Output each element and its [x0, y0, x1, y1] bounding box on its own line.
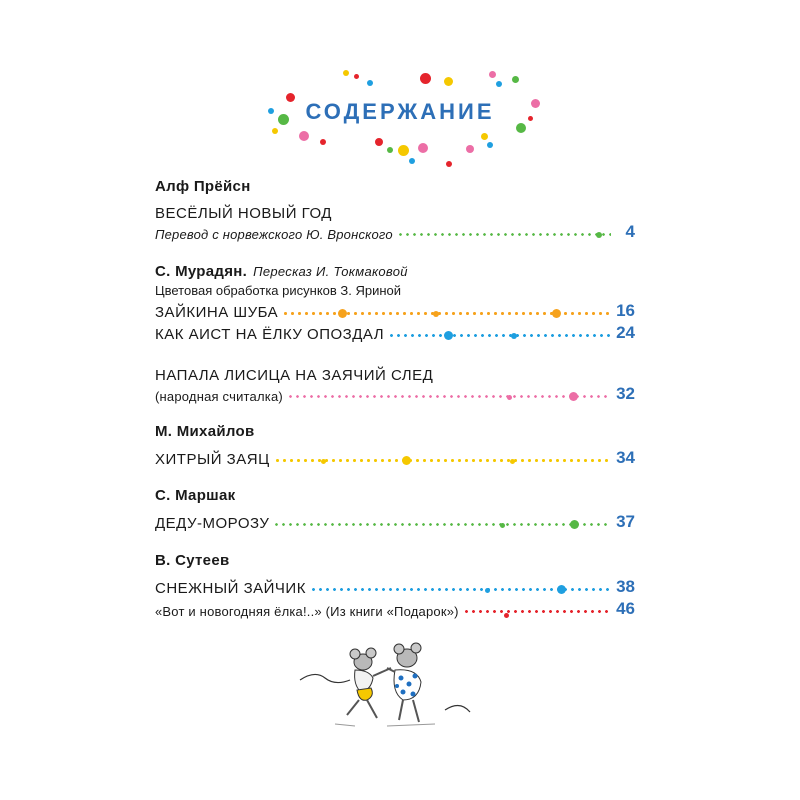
toc-entry[interactable] [155, 200, 635, 222]
entry-title: ВЕСЁЛЫЙ НОВЫЙ ГОД [155, 205, 332, 222]
toc-entry-subline [155, 382, 635, 404]
author-name: Алф Прёйсн [155, 178, 251, 195]
page-number: 37 [616, 512, 635, 531]
author-note: Пересказ И. Токмаковой [253, 264, 408, 279]
dancing-mice-illustration [295, 640, 475, 730]
toc-entry[interactable] [155, 510, 635, 532]
toc-entry[interactable] [155, 597, 635, 619]
page-number: 16 [616, 301, 635, 320]
entry-title: СНЕЖНЫЙ ЗАЙЧИК [155, 580, 306, 597]
page-number: 46 [616, 599, 635, 618]
page-number: 4 [625, 222, 635, 241]
toc-entry[interactable] [155, 446, 635, 468]
entry-subtitle: Перевод с норвежского Ю. Вронского [155, 227, 393, 242]
author-name: М. Михайлов [155, 423, 255, 440]
dotted-leader [310, 588, 611, 592]
dotted-leader [273, 523, 611, 527]
entry-title: ДЕДУ-МОРОЗУ [155, 515, 270, 532]
toc-entry-subline [155, 220, 635, 242]
author-name: С. Маршак [155, 487, 236, 504]
toc-entry[interactable] [155, 575, 635, 597]
dotted-leader [388, 334, 611, 338]
toc-entry[interactable] [155, 299, 635, 321]
author-name: В. Сутеев [155, 552, 230, 569]
page-number: 24 [616, 323, 635, 342]
entry-title: НАПАЛА ЛИСИЦА НА ЗАЯЧИЙ СЛЕД [155, 367, 434, 384]
page-number: 34 [616, 448, 635, 467]
entry-title: «Вот и новогодняя ёлка!..» (Из книги «Подарок») [155, 604, 459, 619]
dotted-leader [463, 610, 611, 614]
dotted-leader [282, 312, 611, 316]
author-name-text: С. Мурадян. [155, 263, 248, 280]
entry-subtitle: (народная считалка) [155, 389, 283, 404]
page-number: 38 [616, 577, 635, 596]
dotted-leader [397, 233, 611, 237]
author-name [155, 263, 408, 280]
dotted-leader [287, 395, 611, 399]
page-title: СОДЕРЖАНИЕ [305, 99, 495, 124]
entry-title: КАК АИСТ НА ЁЛКУ ОПОЗДАЛ [155, 326, 385, 343]
toc-entry[interactable] [155, 362, 635, 384]
entry-title: ЗАЙКИНА ШУБА [155, 304, 279, 321]
illustration-credit: Цветовая обработка рисунков З. Яриной [155, 283, 402, 298]
toc-entry[interactable] [155, 321, 635, 343]
page-number: 32 [616, 384, 635, 403]
entry-title: ХИТРЫЙ ЗАЯЦ [155, 451, 270, 468]
dotted-leader [274, 459, 611, 463]
